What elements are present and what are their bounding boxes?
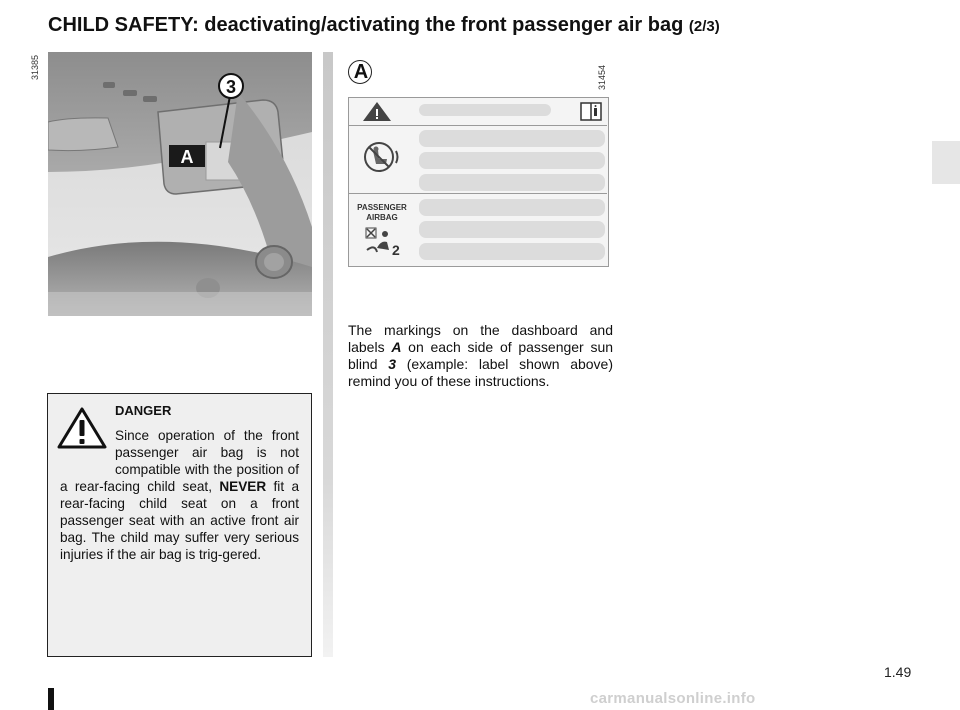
column-divider: [323, 52, 333, 657]
label-child-seat-row: [349, 125, 607, 194]
section-tab-marker: [932, 141, 960, 184]
label-text-bar-4: [419, 199, 605, 216]
sun-visor-illustration: [48, 52, 312, 316]
warning-triangle-icon: [362, 101, 392, 122]
label-text-bar-2: [419, 152, 605, 169]
title-text: CHILD SAFETY: deactivating/activating the front passenger air bag: [48, 14, 684, 36]
figure-letter-ring: [348, 60, 372, 84]
callout-letter-a: A: [180, 147, 194, 167]
label-header-bar: [419, 104, 551, 116]
danger-text: Since operation of the front passenger air bag is not compatible with the position of a rear-facing child seat, NEVER fit a rear-facing child seat on a front passenger seat with an active front air bag. The child may suffer very serious injuries if the air bag is trig-gered.: [60, 428, 300, 562]
photo-reference-code: 31385: [30, 54, 40, 80]
manual-book-icon: [580, 102, 602, 121]
no-rear-facing-child-seat-icon: [362, 137, 402, 177]
danger-box: [47, 393, 312, 657]
label-text-bar-3: [419, 174, 605, 191]
label-text-bar-5: [419, 221, 605, 238]
svg-text:2: 2: [392, 242, 400, 258]
title-part: (2/3): [688, 18, 720, 35]
airbag-status-icon: [363, 226, 403, 258]
page-title: [48, 14, 720, 37]
label-text-bar-6: [419, 243, 605, 260]
label-text-bar-1: [419, 130, 605, 147]
page-number: 1.49: [884, 664, 912, 680]
passenger-airbag-label: PASSENGER AIRBAG: [357, 203, 407, 222]
callout-number-3: 3: [225, 77, 237, 97]
instructions-paragraph: The markings on the dashboard and labels A on each side of passenger sun blind 3 (example: label shown above) remind you of these instructions.: [348, 322, 614, 389]
sun-visor-photo: [48, 52, 312, 316]
label-header-row: [349, 98, 607, 126]
airbag-warning-label: [348, 97, 609, 267]
watermark: carmanualsonline.info: [590, 690, 756, 707]
danger-title: DANGER: [115, 403, 172, 418]
page-corner-mark: [48, 688, 54, 710]
figure-reference-code: 31454: [597, 64, 607, 90]
figure-letter: A: [350, 61, 372, 83]
